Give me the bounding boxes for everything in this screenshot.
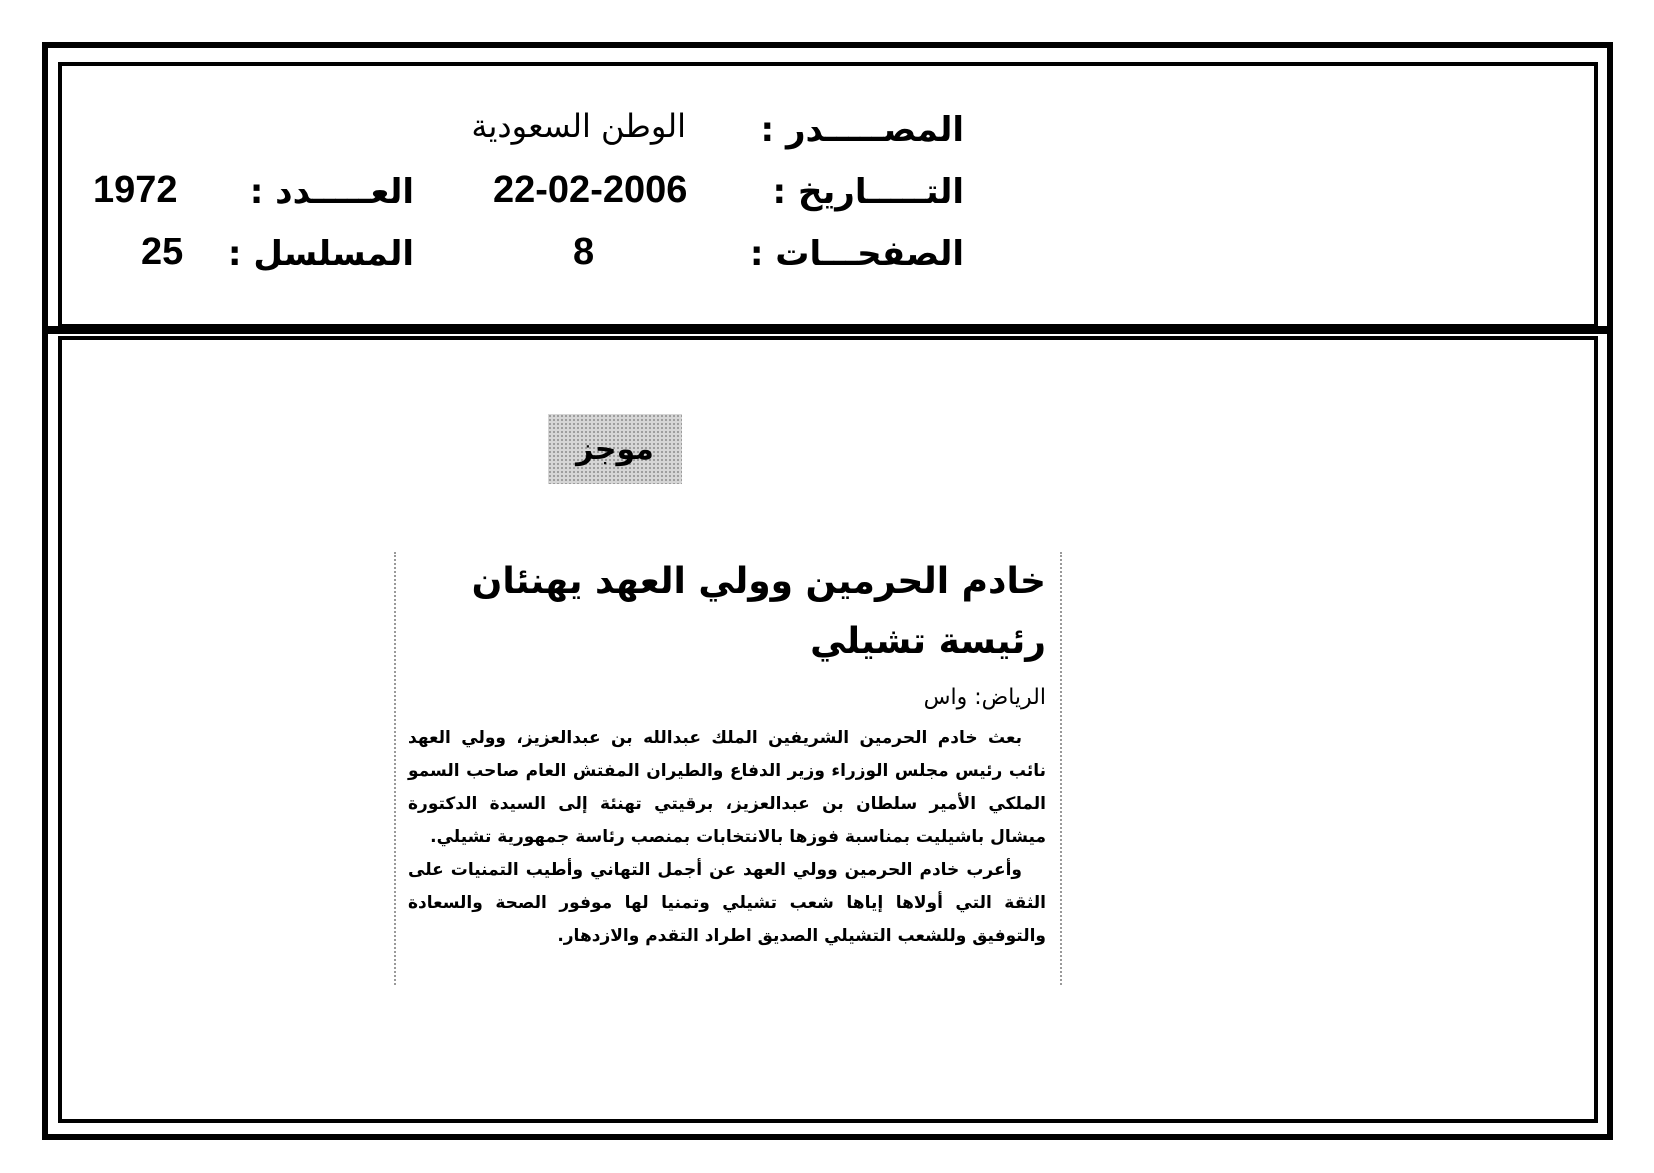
serial-value: 25 [141, 231, 184, 273]
date-label: التـــــاريخ : [772, 172, 964, 212]
section-tag: موجز [548, 414, 682, 484]
serial-label: المسلسل : [227, 234, 414, 274]
frame-divider [42, 326, 1613, 334]
pages-value: 8 [573, 231, 595, 273]
article-clipping [394, 552, 1062, 985]
issue-label: العـــــدد : [249, 172, 414, 212]
article-paragraph: وأعرب خادم الحرمين وولي العهد عن أجمل التهاني وأطيب التمنيات على الثقة التي أولاها إياها شعب تشيلي وتمنيا لها موفور الصحة والسعادة والتوفيق وللشعب التشيلي الصديق اطراد التقدم والازدهار. [408, 860, 1046, 946]
source-label: المصـــــدر : [760, 110, 964, 150]
source-value: الوطن السعودية [471, 107, 686, 145]
pages-label: الصفحـــات : [749, 234, 964, 274]
article-byline: الرياض: واس [923, 685, 1046, 710]
article-headline: خادم الحرمين وولي العهد يهنئان رئيسة تشيلي [471, 561, 1046, 662]
date-value: 22-02-2006 [493, 169, 688, 211]
article-paragraph: بعث خادم الحرمين الشريفين الملك عبدالله بن عبدالعزيز، وولي العهد نائب رئيس مجلس الوزراء وزير الدفاع والطيران المفتش العام صاحب السمو الملكي الأمير سلطان بن عبدالعزيز، برقيتي تهنئة إلى السيدة الدكتورة ميشال باشيليت بمناسبة فوزها بالانتخابات بمنصب رئاسة جمهورية تشيلي. [408, 728, 1046, 847]
issue-value: 1972 [93, 169, 178, 211]
